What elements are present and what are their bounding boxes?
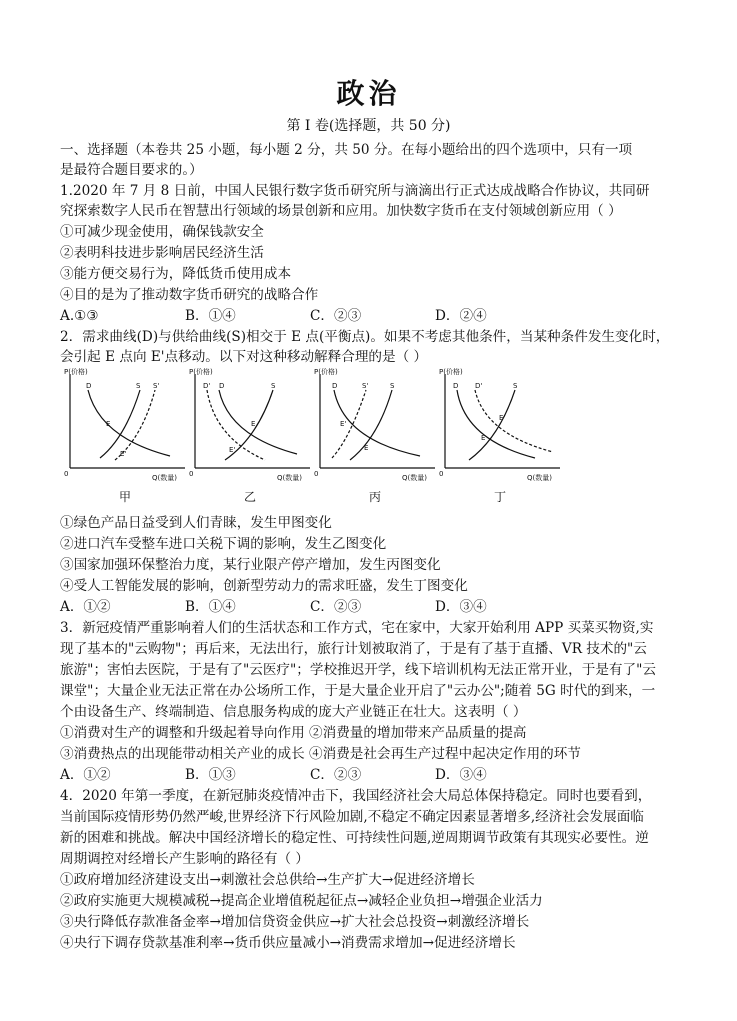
graph-ding-svg bbox=[435, 368, 565, 483]
q1-option-d[interactable]: D．②④ bbox=[435, 308, 487, 324]
q3-item: ①消费对生产的调整和升级起着导向作用 ②消费量的增加带来产品质量的提高 bbox=[60, 725, 527, 741]
y-axis-label: P(价格) bbox=[189, 368, 213, 376]
q3-stem: 旅游"；害怕去医院，于是有了"云医疗"；学校推迟开学，线下培训机构无法正常开业，于是有了"云 bbox=[60, 662, 656, 678]
graph-yi bbox=[185, 368, 315, 508]
q3-stem: 3．新冠疫情严重影响着人们的生活状态和工作方式，宅在家中，大家开始利用 APP 买菜买物资,实 bbox=[60, 620, 654, 636]
curve-label: D bbox=[219, 382, 225, 390]
curve-label: D' bbox=[203, 382, 211, 390]
graph-bing bbox=[310, 368, 440, 508]
q2-item: ②进口汽车受整车进口关税下调的影响，发生乙图变化 bbox=[60, 536, 387, 552]
q3-option-c[interactable]: C．②③ bbox=[310, 767, 362, 783]
q2-option-c[interactable]: C．②③ bbox=[310, 599, 362, 615]
q2-option-a[interactable]: A．①② bbox=[60, 599, 111, 615]
x-axis-label: Q(数量) bbox=[277, 474, 302, 482]
curve-label: S bbox=[390, 382, 395, 390]
q2-options bbox=[60, 597, 680, 617]
q1-stem: 究探索数字人民币在智慧出行领域的场景创新和应用。加快数字货币在支付领域创新应用（ ） bbox=[60, 203, 622, 219]
graph-label: 丙 bbox=[368, 490, 381, 504]
y-axis-label: P(价格) bbox=[439, 368, 463, 376]
q4-stem: 4．2020 年第一季度，在新冠肺炎疫情冲击下，我国经济社会大局总体保持稳定。同时也要看到， bbox=[60, 788, 652, 804]
q4-stem: 新的困难和挑战。解决中国经济增长的稳定性、可持续性问题,逆周期调节政策有其现实必要性。逆 bbox=[60, 830, 649, 846]
q4-stem: 当前国际疫情形势仍然严峻,世界经济下行风险加剧,不稳定不确定因素显著增多,经济社会发展面临 bbox=[60, 809, 644, 825]
q1-options bbox=[60, 306, 680, 326]
point-label: E bbox=[364, 444, 369, 452]
q1-item: ②表明科技进步影响居民经济生活 bbox=[60, 245, 264, 261]
x-axis-label: Q(数量) bbox=[527, 474, 552, 482]
q1-item: ①可减少现金使用，确保钱款安全 bbox=[60, 224, 264, 240]
q4-item: ④央行下调存贷款基准利率→货币供应量减小→消费需求增加→促进经济增长 bbox=[60, 935, 516, 951]
point-label: E' bbox=[229, 446, 236, 454]
point-label: E' bbox=[499, 414, 506, 422]
point-label: E' bbox=[340, 420, 347, 428]
q4-item: ②政府实施更大规模减税→提高企业增值税起征点→减轻企业负担→增强企业活力 bbox=[60, 893, 543, 909]
point-label: E' bbox=[120, 450, 127, 458]
q4-item: ③央行降低存款准备金率→增加信贷资金供应→扩大社会总投资→刺激经济增长 bbox=[60, 914, 530, 930]
q4-stem: 周期调控对经增长产生影响的路径有（ ） bbox=[60, 851, 310, 867]
curve-label: S bbox=[136, 382, 141, 390]
q3-option-b[interactable]: B．①③ bbox=[185, 767, 236, 783]
graph-label: 乙 bbox=[243, 490, 256, 504]
curve-label: D bbox=[453, 382, 459, 390]
q2-option-b[interactable]: B．①④ bbox=[185, 599, 236, 615]
curve-label: D' bbox=[475, 382, 483, 390]
instructions-line: 一、选择题（本卷共 25 小题，每小题 2 分，共 50 分。在每小题给出的四个选项中，只有一项 bbox=[60, 142, 633, 158]
q2-item: ③国家加强环保整治力度，某行业限产停产增加，发生丙图变化 bbox=[60, 557, 441, 573]
point-label: E bbox=[251, 420, 256, 428]
q3-option-d[interactable]: D．③④ bbox=[435, 767, 487, 783]
q1-item: ④目的是为了推动数字货币研究的战略合作 bbox=[60, 287, 319, 303]
q3-stem: 现了基本的"云购物"；再后来，无法出行，旅行计划被取消了，于是有了基于直播、VR 技术的"云 bbox=[60, 641, 647, 657]
origin-label: 0 bbox=[64, 470, 69, 478]
supply-demand-graphs bbox=[60, 368, 680, 508]
page-title: 政治 bbox=[336, 77, 401, 110]
curve-label: S bbox=[513, 382, 518, 390]
point-label: E bbox=[481, 434, 486, 442]
graph-label: 丁 bbox=[493, 490, 506, 504]
x-axis-label: Q(数量) bbox=[152, 474, 177, 482]
origin-label: 0 bbox=[314, 470, 319, 478]
q2-stem: 2．需求曲线(D)与供给曲线(S)相交于 E 点(平衡点)。如果不考虑其他条件，当某种条件发生变化时， bbox=[60, 329, 670, 345]
y-axis-label: P(价格) bbox=[64, 368, 88, 376]
instructions-line: 是最符合题目要求的。） bbox=[60, 162, 203, 178]
q2-stem: 会引起 E 点向 E'点移动。以下对这种移动解释合理的是（ ） bbox=[60, 349, 428, 365]
graph-jia-svg bbox=[60, 368, 190, 483]
q1-option-c[interactable]: C．②③ bbox=[310, 308, 362, 324]
q3-options bbox=[60, 765, 680, 785]
q2-option-d[interactable]: D．③④ bbox=[435, 599, 487, 615]
curve-label: S bbox=[271, 382, 276, 390]
graph-ding bbox=[435, 368, 565, 508]
origin-label: 0 bbox=[189, 470, 194, 478]
q2-item: ①绿色产品日益受到人们青睐，发生甲图变化 bbox=[60, 515, 332, 531]
q1-item: ③能方便交易行为，降低货币使用成本 bbox=[60, 266, 292, 282]
q2-item: ④受人工智能发展的影响，创新型劳动力的需求旺盛，发生丁图变化 bbox=[60, 578, 468, 594]
curve-label: D bbox=[332, 382, 338, 390]
x-axis-label: Q(数量) bbox=[402, 474, 427, 482]
section-heading: 第 I 卷(选择题，共 50 分) bbox=[286, 118, 451, 134]
q3-item: ③消费热点的出现能带动相关产业的成长 ④消费是社会再生产过程中起决定作用的环节 bbox=[60, 746, 581, 762]
graph-yi-svg bbox=[185, 368, 315, 483]
q4-item: ①政府增加经济建设支出→刺激社会总供给→生产扩大→促进经济增长 bbox=[60, 872, 475, 888]
origin-label: 0 bbox=[439, 470, 444, 478]
q3-option-a[interactable]: A．①② bbox=[60, 767, 111, 783]
q1-stem: 1.2020 年 7 月 8 日前，中国人民银行数字货币研究所与滴滴出行正式达成战略合作协议，共同研 bbox=[60, 183, 650, 199]
y-axis-label: P(价格) bbox=[314, 368, 338, 376]
point-label: E bbox=[106, 420, 111, 428]
graph-jia bbox=[60, 368, 190, 508]
curve-label: D bbox=[86, 382, 92, 390]
curve-label: S' bbox=[362, 382, 369, 390]
graph-bing-svg bbox=[310, 368, 440, 483]
q1-option-b[interactable]: B．①④ bbox=[185, 308, 236, 324]
q3-stem: 个由设备生产、终端制造、信息服务构成的庞大产业链正在壮大。这表明（ ） bbox=[60, 704, 527, 720]
curve-label: S' bbox=[153, 382, 160, 390]
graph-label: 甲 bbox=[118, 490, 131, 504]
q3-stem: 课堂"；大量企业无法正常在办公场所工作，于是大量企业开启了"云办公";随着 5G 时代的到来，一 bbox=[60, 683, 656, 699]
q1-option-a[interactable]: A.①③ bbox=[60, 308, 99, 324]
